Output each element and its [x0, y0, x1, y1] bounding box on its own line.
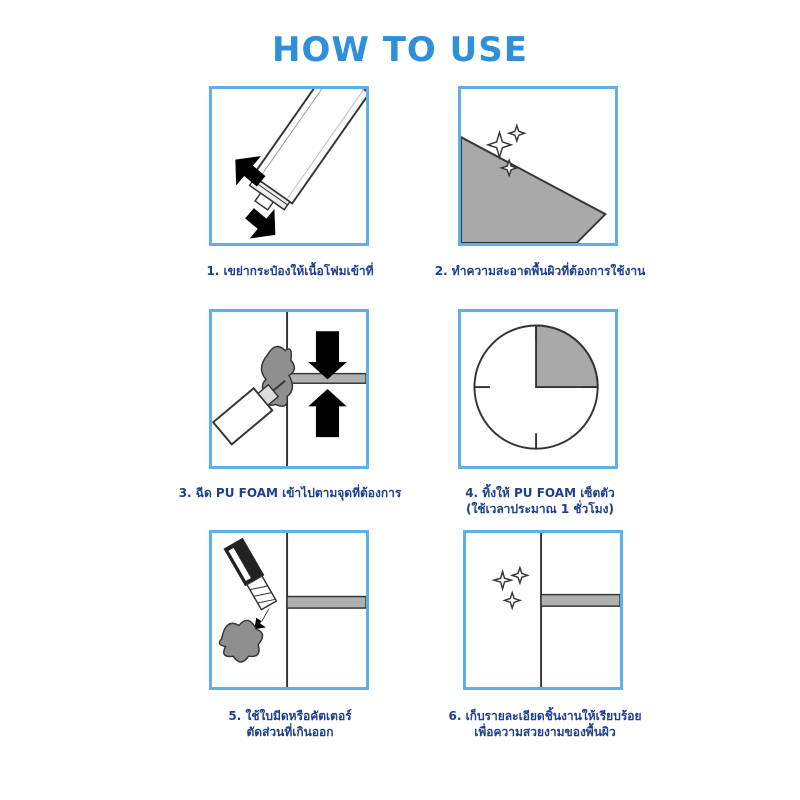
step-4-illustration — [458, 309, 618, 469]
step-6-caption: 6. เก็บรายละเอียดชิ้นงานให้เรียบร้อย เพื่อความสวยงามของพื้นผิว — [448, 709, 642, 739]
clean-surface-icon — [461, 89, 615, 243]
step-3-caption: 3. ฉีด PU FOAM เข้าไปตามจุดที่ต้องการ — [178, 486, 402, 500]
step-1-caption: 1. เขย่ากระป๋องให้เนื้อโฟมเข้าที่ — [206, 264, 374, 278]
step-1-illustration — [209, 86, 369, 246]
step-2-caption: 2. ทำความสะอาดพื้นผิวที่ต้องการใช้งาน — [434, 264, 646, 278]
step-3-illustration — [209, 309, 369, 469]
spray-foam-icon — [212, 312, 366, 466]
step-2-illustration — [458, 86, 618, 246]
step-4-caption: 4. ทิ้งให้ PU FOAM เซ็ตตัว (ใช้เวลาประมาณ 1 ชั่วโมง) — [465, 486, 615, 516]
page-title: HOW TO USE — [272, 30, 528, 70]
shaking-can-icon — [212, 89, 366, 243]
step-5-illustration — [209, 530, 369, 690]
clock-icon — [461, 312, 615, 466]
step-5-caption: 5. ใช้ใบมีดหรือคัตเตอร์ ตัดส่วนที่เกินออก — [228, 709, 352, 739]
finished-surface-icon — [466, 533, 620, 687]
cutter-icon — [212, 533, 366, 687]
step-6-illustration — [463, 530, 623, 690]
